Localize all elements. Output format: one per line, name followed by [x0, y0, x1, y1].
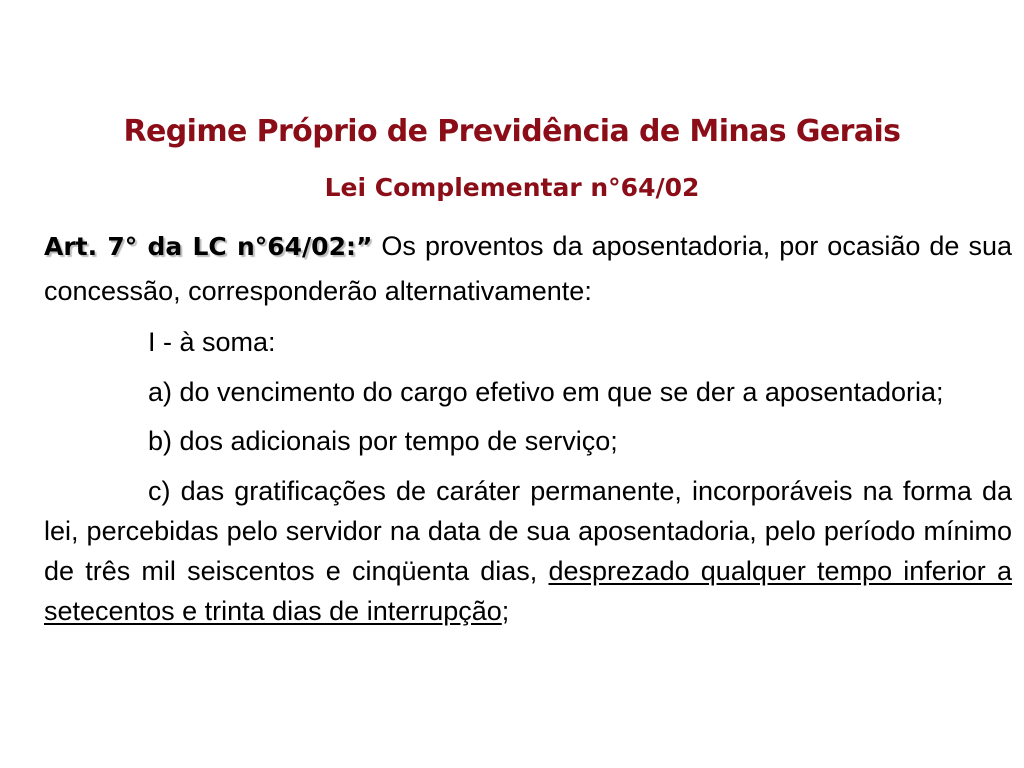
article-intro-paragraph: [44, 224, 1012, 313]
item-c: [44, 471, 1012, 631]
item-b: b) dos adicionais por tempo de serviço;: [148, 426, 618, 456]
item-c-underlined-text: desprezado qualquer tempo inferior a setecentos e trinta dias de interrupção: [44, 556, 1012, 626]
item-c-text: c) das gratificações de caráter permanente, incorporáveis na forma da lei, percebidas pelo servidor na data de sua aposentadoria, pelo período mínimo de três mil seiscentos e cinqüenta dias,: [44, 476, 1012, 586]
item-i: I - à soma:: [148, 327, 276, 357]
slide-title: Regime Próprio de Previdência de Minas Gerais: [123, 114, 901, 149]
article-reference: Art. 7° da LC n°64/02:”: [44, 232, 373, 261]
slide-subtitle: Lei Complementar n°64/02: [324, 173, 700, 202]
item-c-end: ;: [501, 596, 510, 626]
article-body: [44, 224, 1012, 631]
article-intro-text: Os proventos da aposentadoria, por ocasião de sua concessão, corresponderão alternativamente:: [44, 231, 1012, 306]
item-a: a) do vencimento do cargo efetivo em que se der a aposentadoria;: [148, 377, 944, 407]
